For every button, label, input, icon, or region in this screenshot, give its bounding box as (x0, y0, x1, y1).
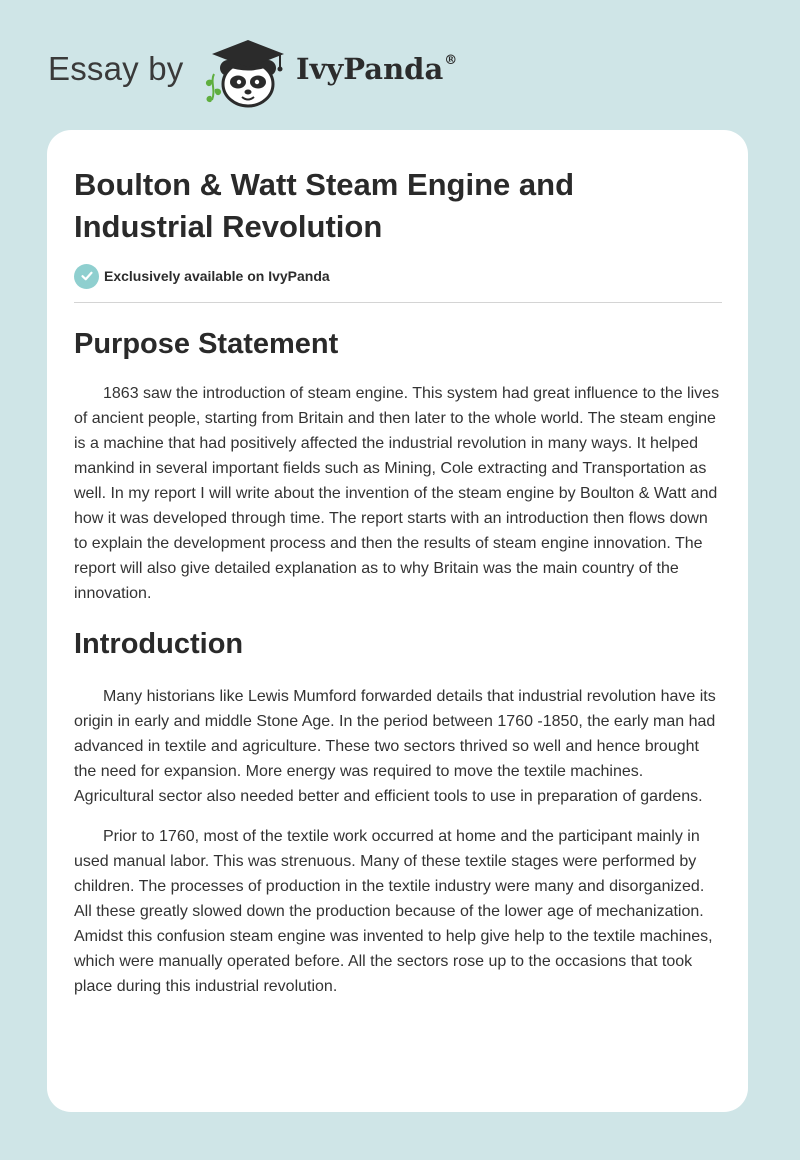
panda-graduate-icon[interactable] (200, 34, 292, 110)
title-divider (74, 302, 722, 303)
essay-card (47, 130, 748, 1112)
brand-label: IvyPanda (296, 52, 444, 86)
essay-title: Boulton & Watt Steam Engine and Industrial Revolution (74, 167, 575, 244)
essay-body (74, 322, 724, 999)
registered-mark: ® (444, 53, 458, 69)
check-circle-icon (74, 264, 99, 289)
paragraph: Prior to 1760, most of the textile work occurred at home and the participant mainly in used manual labor. This was strenuous. Many of these textile stages were performed by children. The processes of production in the textile industry were many and disorganized. All these greatly slowed down the production because of the lower age of mechanization. Amidst this confusion steam engine was invented to help give help to the textile machines, which were manually operated before. All the sectors rose up to the occasions that took place during this industrial revolution. (74, 828, 713, 995)
exclusive-badge-label: Exclusively available on IvyPanda (104, 268, 330, 284)
section-heading-introduction: Introduction (74, 628, 244, 660)
brand-name[interactable] (296, 52, 457, 86)
essay-by-label: Essay by (48, 50, 184, 87)
paragraph: Many historians like Lewis Mumford forwarded details that industrial revolution have its origin in early and middle Stone Age. In the period between 1760 -1850, the early man had advanced in textile and agriculture. These two sectors thrived so well and hence brought the need for expansion. More energy was required to move the textile machines. Agricultural sector also needed better and efficient tools to use in preparation of gardens. (74, 688, 716, 805)
site-header (48, 32, 648, 112)
paragraph: 1863 saw the introduction of steam engine. This system had great influence to the lives of ancient people, starting from Britain and then later to the whole world. The steam engine is a machine that had positively affected the industrial revolution in many ways. It helped mankind in several important fields such as Mining, Cole extracting and Transportation as well. In my report I will write about the invention of the steam engine by Boulton & Watt and how it was developed through time. The report starts with an introduction then flows down to explain the development process and then the results of steam engine innovation. The report will also give detailed explanation as to why Britain was the main country of the innovation. (74, 385, 720, 602)
exclusive-badge (74, 263, 330, 289)
section-heading-purpose: Purpose Statement (74, 328, 339, 360)
